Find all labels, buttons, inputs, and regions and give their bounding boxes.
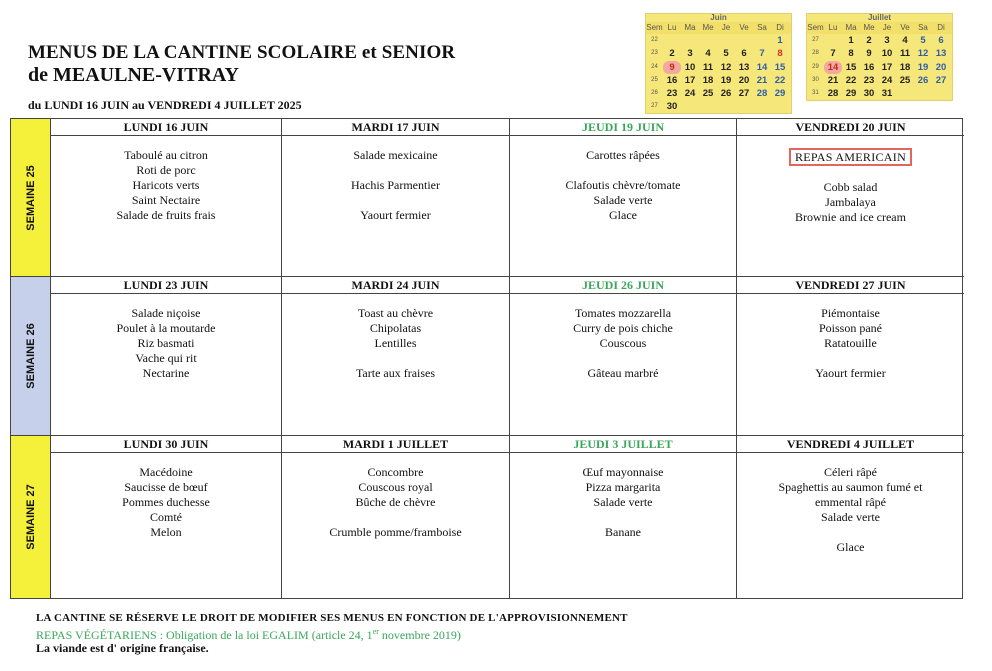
calendar-day <box>896 87 914 100</box>
day-title: VENDREDI 4 JUILLET <box>737 436 964 453</box>
calendar-weekday: Me <box>702 23 714 32</box>
dish-spacer <box>282 163 509 178</box>
dish-item: Céleri râpé <box>824 465 877 479</box>
calendar-day <box>717 100 735 113</box>
calendar-day <box>681 34 699 47</box>
day-title: LUNDI 16 JUIN <box>51 119 281 136</box>
calendar-week-row <box>807 87 952 100</box>
dish-item: Comté <box>150 510 182 524</box>
calendar-day: 20 <box>738 74 750 86</box>
calendar-day: 17 <box>684 74 696 86</box>
calendar-weekday: Ve <box>900 23 910 32</box>
calendar-day: 28 <box>756 88 768 100</box>
dish-item: Pommes duchesse <box>122 495 210 509</box>
calendar-day: 4 <box>902 35 908 46</box>
calendar-weekday: Ma <box>845 23 857 32</box>
dish-item: Riz basmati <box>137 336 195 350</box>
calendar-day: 15 <box>845 61 857 73</box>
dish-list <box>510 294 736 381</box>
day-cell <box>51 277 282 435</box>
dish-list <box>51 294 281 381</box>
calendar-day: 4 <box>705 48 711 60</box>
day-title: MARDI 17 JUIN <box>282 119 509 136</box>
calendar-day <box>932 87 950 100</box>
calendar-week-row <box>646 74 791 87</box>
calendar-day: 20 <box>935 61 947 73</box>
calendar-day: 3 <box>687 48 693 60</box>
calendar-weekday-header <box>807 22 952 34</box>
dish-item: Œuf mayonnaise <box>582 465 664 479</box>
calendar-weekday: Sa <box>918 23 928 32</box>
dish-list <box>51 453 281 540</box>
calendar-day: 13 <box>935 48 947 60</box>
day-cell <box>51 436 282 598</box>
calendar-day <box>735 100 753 113</box>
dish-spacer <box>282 510 509 525</box>
calendar-day: 5 <box>920 35 926 46</box>
dish-list <box>737 453 964 555</box>
page-title: MENUS DE LA CANTINE SCOLAIRE et SENIOR <box>28 42 456 63</box>
dish-item: Bûche de chèvre <box>355 495 436 509</box>
page-subtitle: de MEAULNE-VITRAY <box>28 64 239 86</box>
calendar-day: 25 <box>702 88 714 100</box>
calendar-day <box>735 34 753 47</box>
calendar-weekday: Sa <box>757 23 767 32</box>
calendar-weekday: Sem <box>646 23 663 32</box>
calendar-day: 22 <box>774 74 786 86</box>
calendar-weekday: Je <box>721 23 731 32</box>
calendar-weekday: Lu <box>828 23 838 32</box>
day-cell <box>282 119 510 276</box>
calendar-week-number: 27 <box>651 103 658 110</box>
dish-item: Piémontaise <box>821 306 880 320</box>
calendar-day: 10 <box>684 61 696 73</box>
calendar-day: 22 <box>845 74 857 86</box>
calendar-week-number: 30 <box>812 76 819 83</box>
dish-item: Salade verte <box>821 510 880 524</box>
calendar-weekday: Je <box>882 23 892 32</box>
calendar-day: 25 <box>899 74 911 86</box>
dish-item: Banane <box>605 525 641 539</box>
calendar-week-row <box>646 100 791 113</box>
calendar-day: 1 <box>777 35 783 46</box>
meat-origin-notice: La viande est d' origine française. <box>36 641 209 655</box>
vegetarian-notice: REPAS VÉGÉTARIENS : Obligation de la loi EGALIM (article 24, 1er novembre 2019) <box>36 627 461 642</box>
week-row-25 <box>11 119 964 277</box>
dish-item: Yaourt fermier <box>815 366 886 380</box>
day-cell <box>737 119 964 276</box>
calendar-day <box>699 100 717 113</box>
calendar-day: 14 <box>824 61 842 74</box>
dish-item: Salade verte <box>593 495 653 509</box>
calendar-july <box>806 13 953 101</box>
dish-list <box>51 136 281 223</box>
calendar-day: 28 <box>827 88 839 100</box>
calendar-day: 1 <box>848 35 854 46</box>
calendar-day: 18 <box>899 61 911 73</box>
dish-item: Hachis Parmentier <box>351 178 440 192</box>
calendar-weekday: Sem <box>807 23 824 32</box>
calendar-day: 27 <box>738 88 750 100</box>
calendar-weekday: Di <box>776 23 784 32</box>
calendar-day: 11 <box>702 61 714 73</box>
dish-spacer <box>510 163 736 178</box>
dish-item: Brownie and ice cream <box>795 210 906 224</box>
dish-spacer <box>510 510 736 525</box>
week-label: SEMAINE 25 <box>11 119 51 276</box>
dish-item: Crumble pomme/framboise <box>329 525 462 539</box>
dish-list <box>510 453 736 540</box>
calendar-week-number: 31 <box>812 90 819 97</box>
calendar-week-row <box>807 61 952 74</box>
calendar-weekday-header <box>646 22 791 34</box>
calendar-month-title: Juillet <box>867 13 892 22</box>
calendar-day: 27 <box>935 74 947 86</box>
dish-item: Carottes râpées <box>586 148 660 162</box>
dish-item: Jambalaya <box>825 195 876 209</box>
dish-list <box>282 453 509 540</box>
calendar-day <box>681 100 699 113</box>
calendar-day: 8 <box>848 48 854 60</box>
calendar-week-number: 29 <box>812 63 819 70</box>
calendar-day: 8 <box>777 48 783 60</box>
calendar-day: 9 <box>866 48 872 60</box>
calendar-week-row <box>807 74 952 87</box>
dish-item: Glace <box>609 208 637 222</box>
calendar-day: 5 <box>723 48 729 60</box>
dish-item: Salade niçoise <box>131 306 201 320</box>
calendar-day: 2 <box>866 35 872 46</box>
calendar-day: 31 <box>881 88 893 100</box>
dish-item: Tomates mozzarella <box>574 306 672 320</box>
dish-item: Tarte aux fraises <box>355 366 436 380</box>
dish-item: Roti de porc <box>136 163 196 177</box>
calendar-day <box>699 34 717 47</box>
calendar-week-row <box>807 34 952 47</box>
calendar-weekday: Lu <box>667 23 677 32</box>
calendar-week-number: 22 <box>651 37 658 43</box>
dish-item: Gâteau marbré <box>587 366 659 380</box>
calendar-day: 30 <box>666 101 678 113</box>
calendar-day: 18 <box>702 74 714 86</box>
menu-period: du LUNDI 16 JUIN au VENDREDI 4 JUILLET 2025 <box>28 98 302 112</box>
week-row-27 <box>11 436 964 598</box>
dish-list <box>282 136 509 223</box>
dish-item: Macédoine <box>139 465 193 479</box>
calendar-day: 29 <box>774 88 786 100</box>
calendar-day: 21 <box>756 74 768 86</box>
calendar-day: 7 <box>830 48 836 60</box>
dish-spacer <box>737 525 964 540</box>
calendar-day: 19 <box>917 61 929 73</box>
calendar-day: 13 <box>738 61 750 73</box>
day-cell <box>282 277 510 435</box>
dish-item: Melon <box>150 525 182 539</box>
dish-item: Saint Nectaire <box>131 193 201 207</box>
calendar-day <box>753 34 771 47</box>
day-title: MARDI 1 JUILLET <box>282 436 509 453</box>
dish-item: Concombre <box>367 465 424 479</box>
calendar-day <box>717 34 735 47</box>
calendar-day: 24 <box>684 88 696 100</box>
calendar-day: 23 <box>666 88 678 100</box>
day-cell <box>737 436 964 598</box>
dish-list <box>737 294 964 381</box>
calendar-day: 15 <box>774 61 786 73</box>
calendar-weekday: Ve <box>739 23 749 32</box>
dish-item: Clafoutis chèvre/tomate <box>565 178 681 192</box>
special-meal-badge: REPAS AMERICAIN <box>789 148 912 166</box>
menu-grid <box>10 118 963 599</box>
calendar-day <box>824 34 842 47</box>
dish-item: Vache qui rit <box>135 351 197 365</box>
day-title: VENDREDI 27 JUIN <box>737 277 964 294</box>
calendar-month-title: Juin <box>710 13 727 22</box>
day-cell <box>282 436 510 598</box>
dish-item: Haricots verts <box>132 178 200 192</box>
calendar-week-number: 28 <box>812 50 819 57</box>
calendar-weekday: Di <box>937 23 945 32</box>
dish-item: Couscous royal <box>358 480 433 494</box>
calendar-weekday: Me <box>863 23 875 32</box>
dish-item: Poisson pané <box>819 321 882 335</box>
dish-item: Glace <box>836 540 865 554</box>
dish-item: Yaourt fermier <box>360 208 431 222</box>
week-label: SEMAINE 26 <box>11 277 51 435</box>
calendar-week-row <box>646 61 791 74</box>
calendar-day <box>753 100 771 113</box>
calendar-day: 23 <box>863 74 875 86</box>
dish-item: Pizza margarita <box>585 480 661 494</box>
calendar-day: 19 <box>720 74 732 86</box>
dish-item: Toast au chèvre <box>357 306 434 320</box>
day-title: LUNDI 23 JUIN <box>51 277 281 294</box>
day-title: VENDREDI 20 JUIN <box>737 119 964 136</box>
calendar-day: 16 <box>863 61 875 73</box>
dish-spacer <box>510 351 736 366</box>
calendar-week-number: 25 <box>651 76 658 83</box>
dish-list <box>737 136 964 225</box>
day-title: JEUDI 26 JUIN <box>510 277 736 294</box>
calendar-week-number: 23 <box>651 50 658 57</box>
dish-item: Salade de fruits frais <box>116 208 216 222</box>
calendar-june <box>645 13 792 114</box>
dish-item: Curry de pois chiche <box>573 321 673 335</box>
dish-item: emmental râpé <box>815 495 886 509</box>
day-cell <box>510 436 737 598</box>
calendar-day: 24 <box>881 74 893 86</box>
day-title: JEUDI 19 JUIN <box>510 119 736 136</box>
dish-item: Nectarine <box>142 366 190 380</box>
calendar-day: 11 <box>899 48 911 60</box>
dish-spacer <box>737 351 964 366</box>
dish-item: Poulet à la moutarde <box>116 321 216 335</box>
dish-item: Spaghettis au saumon fumé et <box>778 480 923 494</box>
week-row-26 <box>11 277 964 436</box>
day-cell <box>51 119 282 276</box>
day-cell <box>510 277 737 435</box>
calendar-day: 16 <box>666 74 678 86</box>
calendar-day: 14 <box>756 61 768 73</box>
week-label: SEMAINE 27 <box>11 436 51 598</box>
calendar-week-row <box>646 47 791 60</box>
dish-item: Couscous <box>599 336 647 350</box>
calendar-day <box>771 100 789 113</box>
dish-item: Taboulé au citron <box>124 148 208 162</box>
dish-list <box>510 136 736 223</box>
dish-item: Salade verte <box>593 193 653 207</box>
calendar-week-row <box>646 87 791 100</box>
calendar-weekday: Ma <box>684 23 696 32</box>
calendar-day: 21 <box>827 74 839 86</box>
modification-notice: LA CANTINE SE RÉSERVE LE DROIT DE MODIFIER SES MENUS EN FONCTION DE L'APPROVISIONNEMENT <box>36 612 628 624</box>
day-cell <box>737 277 964 435</box>
dish-spacer <box>282 351 509 366</box>
calendar-day: 12 <box>917 48 929 60</box>
calendar-week-row <box>807 47 952 60</box>
day-title: LUNDI 30 JUIN <box>51 436 281 453</box>
calendar-day <box>663 34 681 47</box>
calendar-day: 7 <box>759 48 765 60</box>
calendar-day <box>914 87 932 100</box>
day-title: MARDI 24 JUIN <box>282 277 509 294</box>
calendar-day: 12 <box>720 61 732 73</box>
day-title: JEUDI 3 JUILLET <box>510 436 736 453</box>
calendar-day: 3 <box>884 35 890 46</box>
calendar-day: 6 <box>741 48 747 60</box>
calendar-day: 29 <box>845 88 857 100</box>
dish-item: Chipolatas <box>369 321 422 335</box>
calendar-week-row <box>646 34 791 47</box>
calendar-day: 26 <box>720 88 732 100</box>
dish-list <box>282 294 509 381</box>
calendar-day: 2 <box>669 48 675 60</box>
dish-item: Ratatouille <box>824 336 877 350</box>
calendar-day: 6 <box>938 35 944 46</box>
calendar-day: 30 <box>863 88 875 100</box>
calendar-day: 17 <box>881 61 893 73</box>
calendar-week-number: 27 <box>812 37 819 43</box>
dish-item: Lentilles <box>374 336 417 350</box>
day-cell <box>510 119 737 276</box>
dish-item: Saucisse de bœuf <box>124 480 208 494</box>
dish-spacer <box>282 193 509 208</box>
dish-item: Salade mexicaine <box>353 148 438 162</box>
calendar-week-number: 24 <box>651 63 658 70</box>
calendar-day: 26 <box>917 74 929 86</box>
dish-item: Cobb salad <box>823 180 878 194</box>
calendar-week-number: 26 <box>651 90 658 97</box>
calendar-day: 9 <box>663 61 681 74</box>
calendar-day: 10 <box>881 48 893 60</box>
